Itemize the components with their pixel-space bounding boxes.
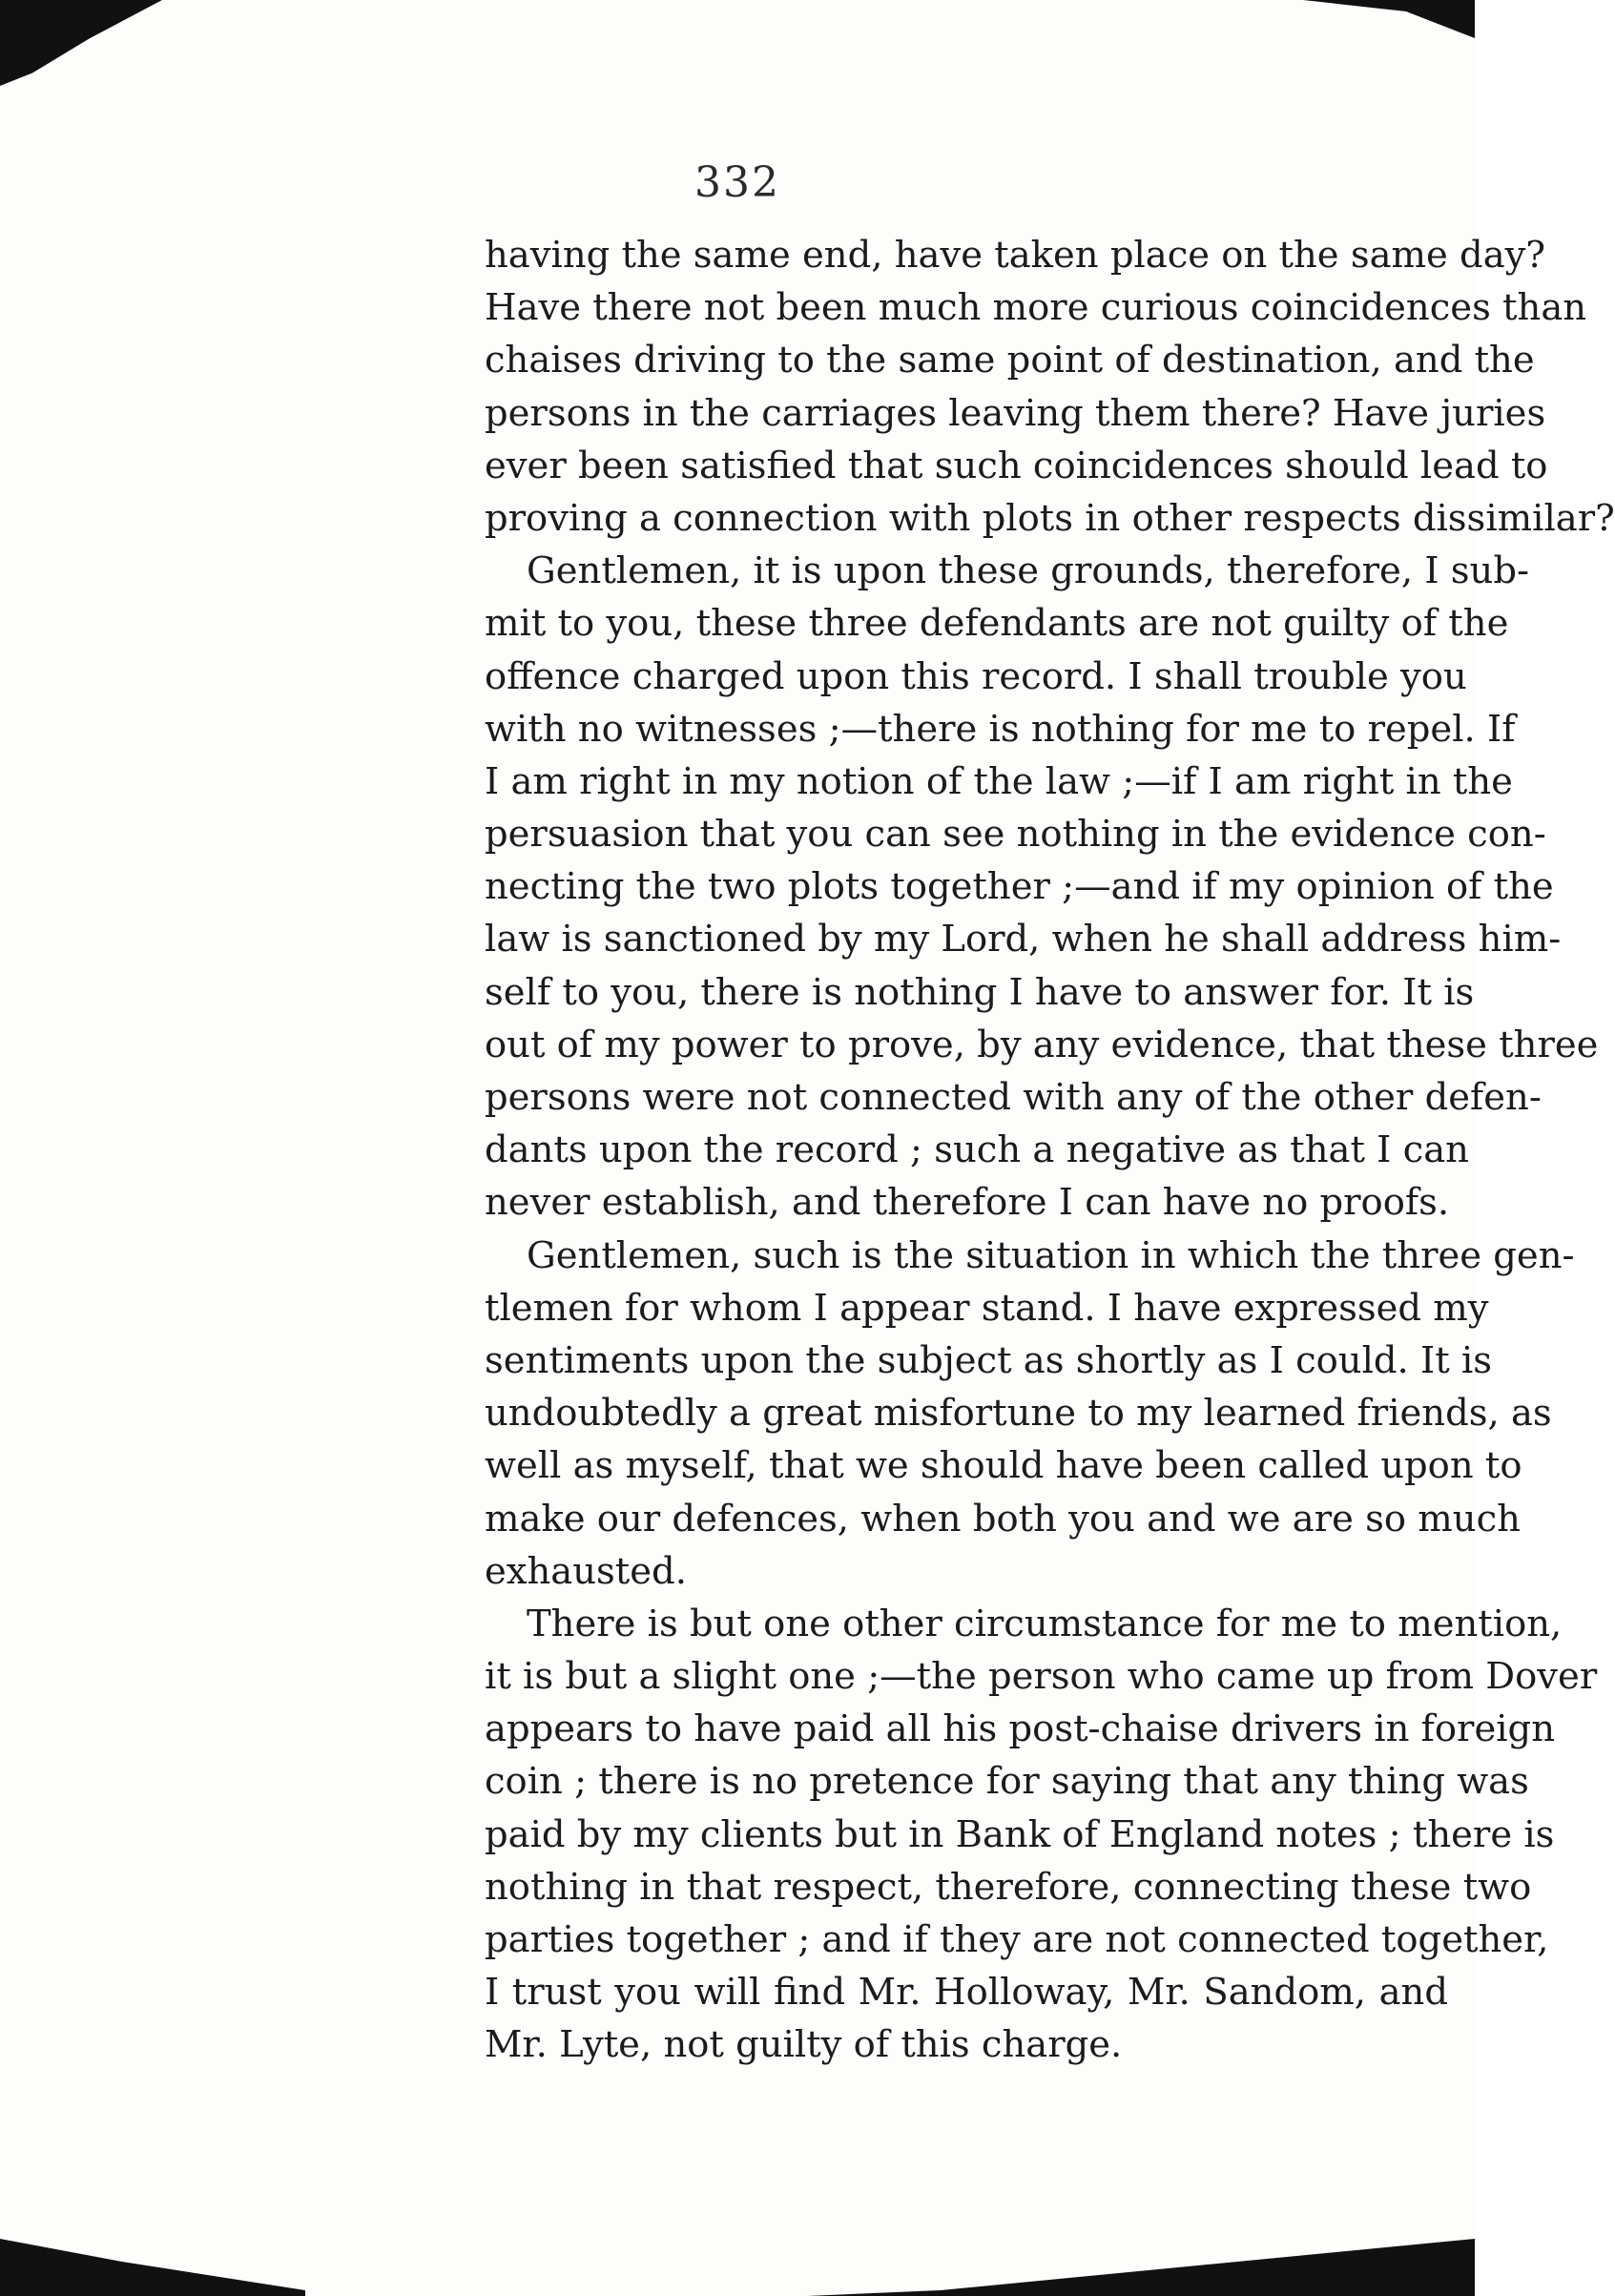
text-line: appears to have paid all his post-chaise drivers in foreign xyxy=(485,1707,1555,1751)
text-line: out of my power to prove, by any evidence, that these three xyxy=(485,1023,1599,1066)
paragraph-first-line: Gentlemen, such is the situation in which the three gen- xyxy=(527,1233,1575,1277)
scan-shadow-bottom-right xyxy=(807,2239,1475,2296)
text-line: make our defences, when both you and we are so much xyxy=(485,1497,1521,1541)
paragraph-first-line: There is but one other circumstance for me to mention, xyxy=(527,1602,1563,1645)
text-line: law is sanctioned by my Lord, when he shall address him- xyxy=(485,918,1562,962)
text-line: offence charged upon this record. I shall trouble you xyxy=(485,654,1467,698)
text-line: with no witnesses ;—there is nothing for me to repel. If xyxy=(485,707,1516,751)
text-line: it is but a slight one ;—the person who came up from Dover xyxy=(485,1655,1598,1699)
text-line: sentiments upon the subject as shortly as I could. It is xyxy=(485,1338,1493,1382)
body-text xyxy=(485,229,1615,2072)
paragraph-last-line: never establish, and therefore I can have no proofs. xyxy=(485,1181,1450,1225)
paragraph-last-line: Mr. Lyte, not guilty of this charge. xyxy=(485,2023,1123,2067)
text-line: proving a connection with plots in other respects dissimilar? xyxy=(485,496,1615,540)
text-line: ever been satisfied that such coincidences should lead to xyxy=(485,444,1548,487)
text-line: tlemen for whom I appear stand. I have expressed my xyxy=(485,1286,1489,1330)
text-line: Have there not been much more curious coincidences than xyxy=(485,286,1587,330)
scan-shadow-bottom-left xyxy=(0,2239,305,2296)
text-line: self to you, there is nothing I have to answer for. It is xyxy=(485,970,1475,1014)
text-line: I trust you will find Mr. Holloway, Mr. Sandom, and xyxy=(485,1971,1448,2015)
paragraph-first-line: Gentlemen, it is upon these grounds, therefore, I sub- xyxy=(527,549,1529,593)
text-line: parties together ; and if they are not connected together, xyxy=(485,1918,1549,1961)
text-line: paid by my clients but in Bank of England notes ; there is xyxy=(485,1812,1555,1856)
text-line: persuasion that you can see nothing in the evidence con- xyxy=(485,813,1546,857)
scan-shadow-top-left xyxy=(0,0,162,86)
text-line: chaises driving to the same point of destination, and the xyxy=(485,339,1535,383)
text-line: mit to you, these three defendants are not guilty of the xyxy=(485,602,1509,646)
text-line: undoubtedly a great misfortune to my learned friends, as xyxy=(485,1392,1552,1436)
page-number: 332 xyxy=(694,158,780,207)
text-line: persons were not connected with any of the other defen- xyxy=(485,1076,1542,1119)
paragraph-last-line: exhausted. xyxy=(485,1549,687,1593)
text-line: I am right in my notion of the law ;—if I am right in the xyxy=(485,759,1513,803)
text-line: nothing in that respect, therefore, connecting these two xyxy=(485,1865,1532,1909)
scan-shadow-top-right xyxy=(1303,0,1475,38)
text-line: persons in the carriages leaving them there? Have juries xyxy=(485,391,1546,435)
text-line: dants upon the record ; such a negative as that I can xyxy=(485,1128,1469,1172)
text-line: well as myself, that we should have been called upon to xyxy=(485,1444,1522,1488)
text-line: coin ; there is no pretence for saying that any thing was xyxy=(485,1760,1529,1804)
text-line: having the same end, have taken place on the same day? xyxy=(485,234,1546,277)
text-line: necting the two plots together ;—and if my opinion of the xyxy=(485,865,1554,909)
